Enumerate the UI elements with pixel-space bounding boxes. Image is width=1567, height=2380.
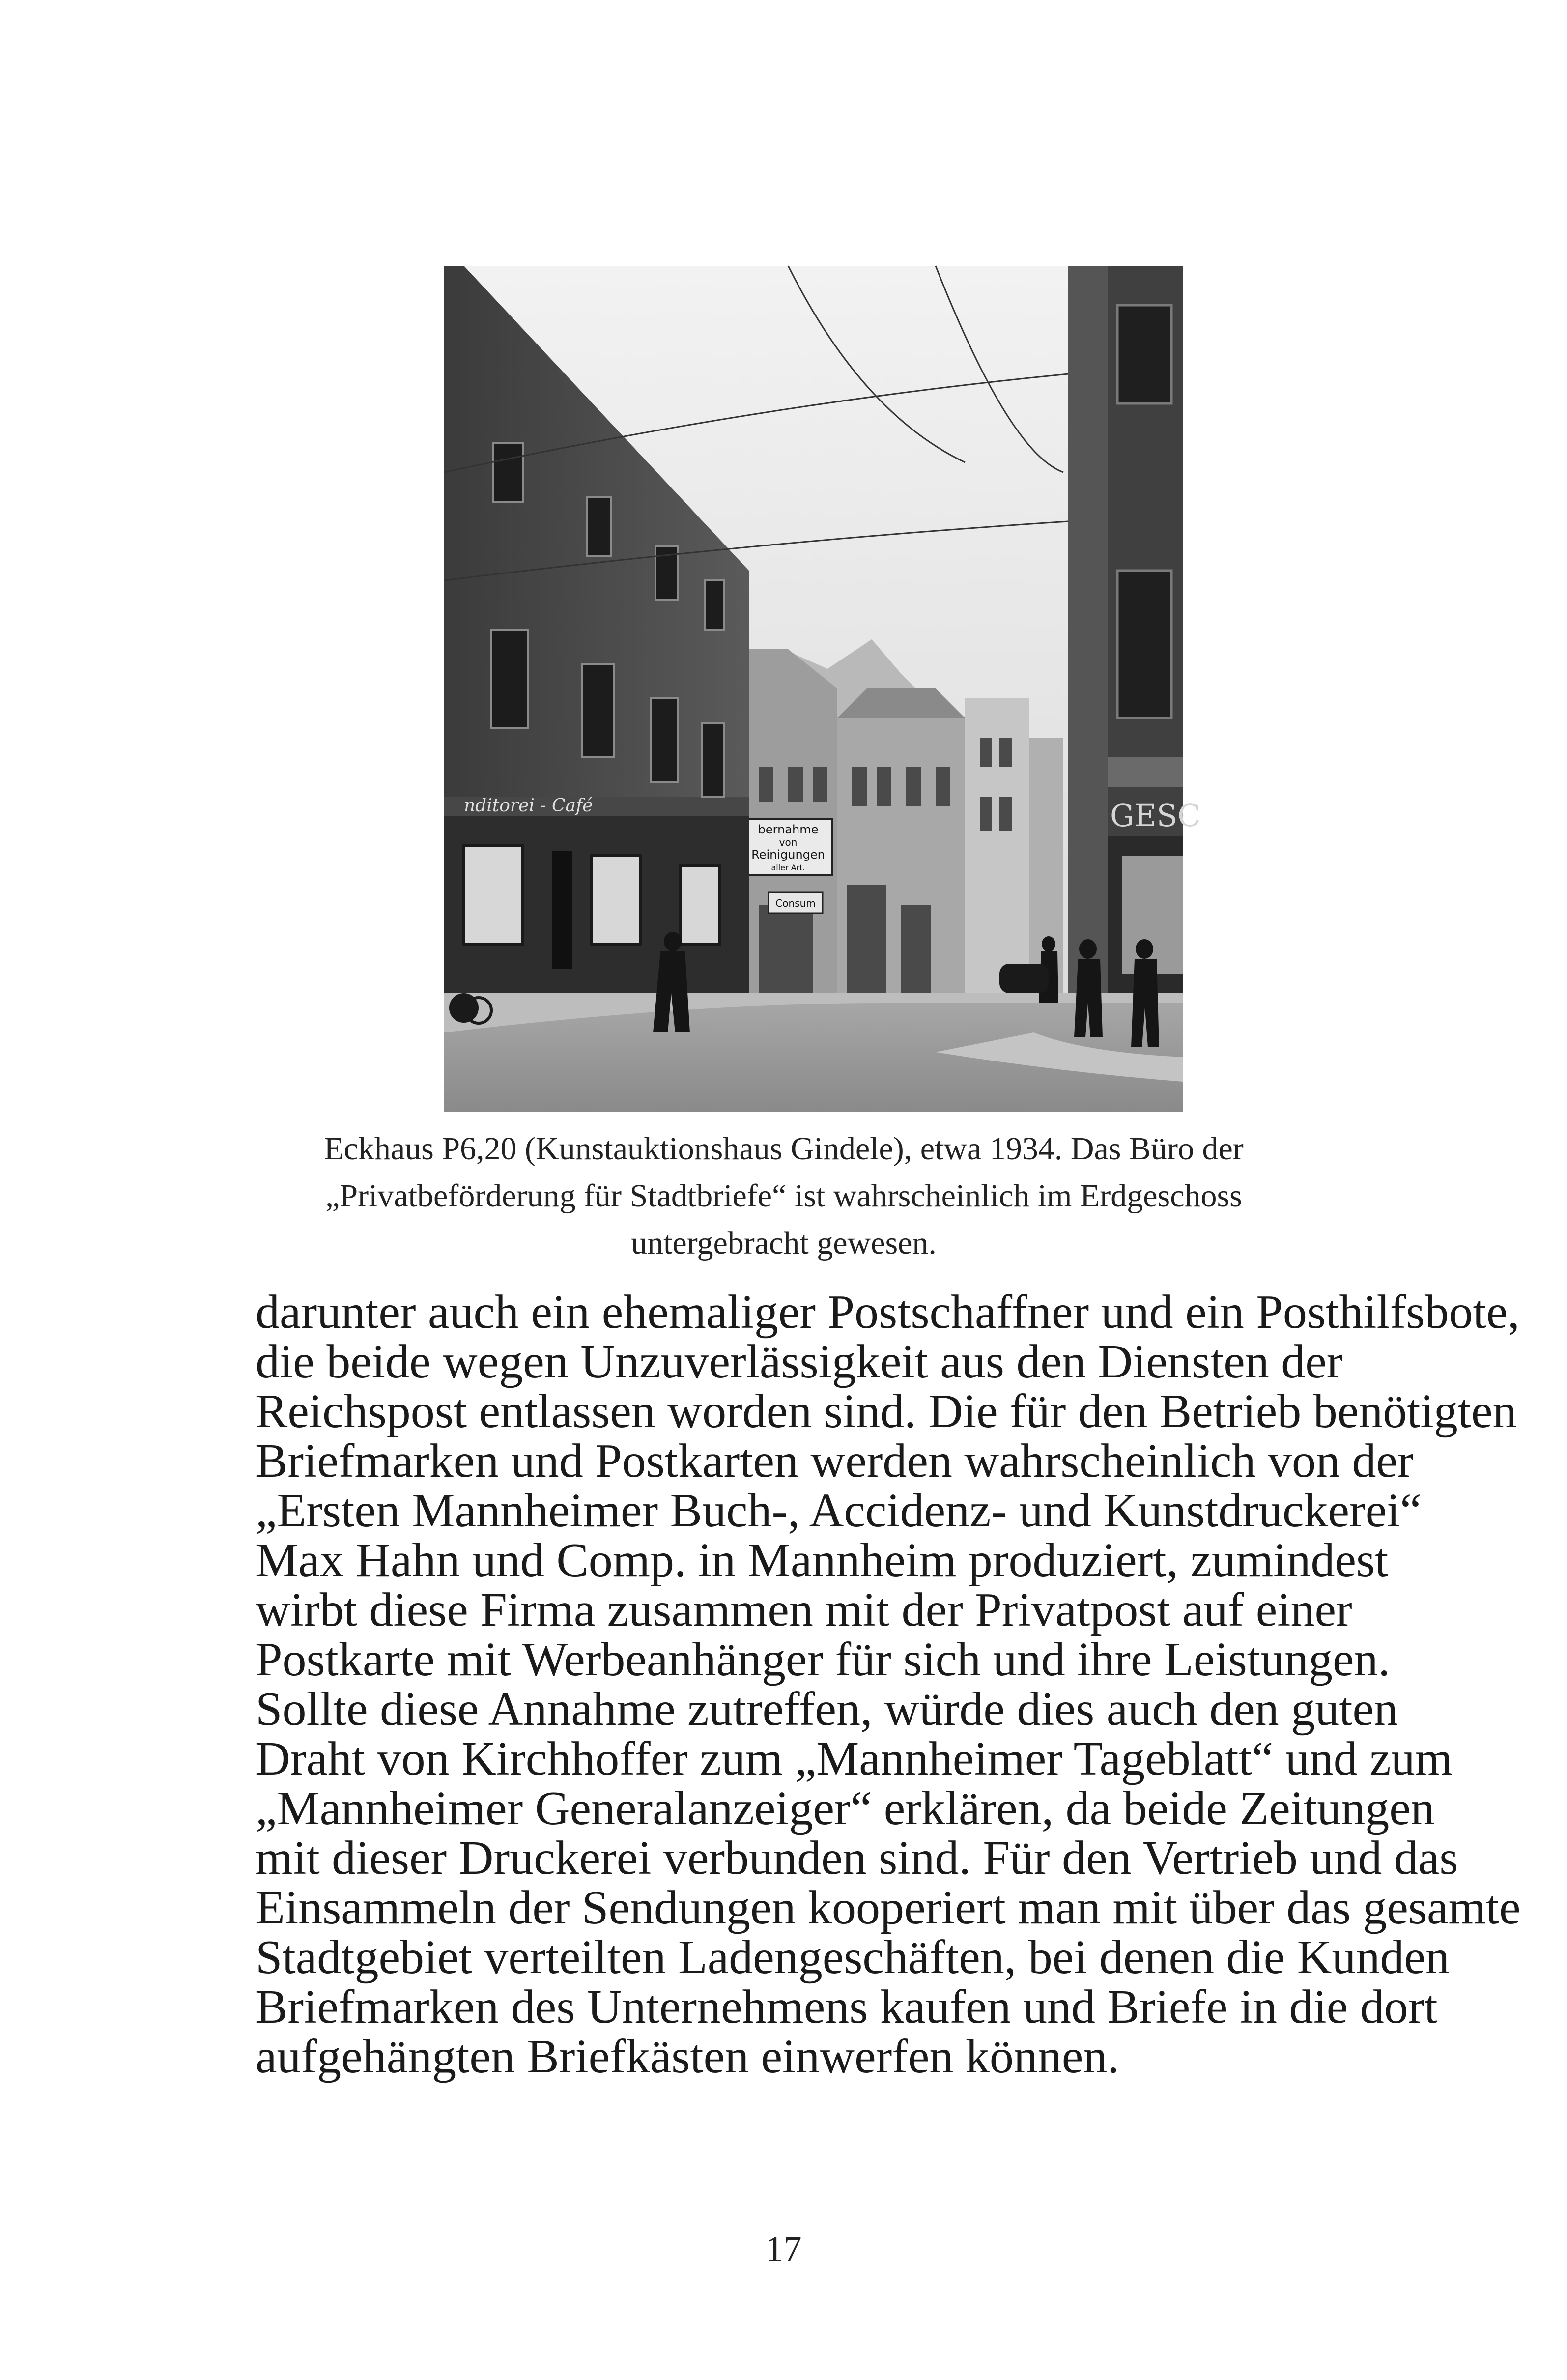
body-line: wirbt diese Firma zusammen mit der Privatpost auf einer — [256, 1583, 1352, 1636]
body-line: Draht von Kirchhoffer zum „Mannheimer Tageblatt“ und zum — [256, 1732, 1453, 1785]
body-line: Sollte diese Annahme zutreffen, würde dies auch den guten — [256, 1683, 1398, 1736]
caption-line: Eckhaus P6,20 (Kunstauktionshaus Gindele), etwa 1934. Das Büro der — [324, 1131, 1244, 1167]
sign-takeover-line1: bernahme — [758, 823, 819, 836]
body-line: „Ersten Mannheimer Buch-, Accidenz- und Kunstdruckerei“ — [256, 1484, 1422, 1537]
body-line: Briefmarken des Unternehmens kaufen und Briefe in die dort — [256, 1980, 1438, 2034]
body-line: aufgehängten Briefkästen einwerfen können. — [256, 2030, 1119, 2083]
caption-line: „Privatbeförderung für Stadtbriefe“ ist wahrscheinlich im Erdgeschoss — [325, 1178, 1242, 1214]
body-line: Postkarte mit Werbeanhänger für sich und ihre Leistungen. — [256, 1633, 1390, 1686]
street-photo — [444, 266, 1201, 1112]
body-line: Briefmarken und Postkarten werden wahrscheinlich von der — [256, 1434, 1414, 1488]
sign-shop: Consum — [775, 897, 816, 909]
caption-line: untergebracht gewesen. — [631, 1225, 937, 1261]
body-paragraph — [256, 1286, 1521, 2083]
body-line: Max Hahn und Comp. in Mannheim produziert, zumindest — [256, 1534, 1389, 1587]
body-line: Stadtgebiet verteilten Ladengeschäften, bei denen die Kunden — [256, 1931, 1450, 1984]
body-line: darunter auch ein ehemaliger Postschaffner und ein Posthilfsbote, — [256, 1286, 1520, 1339]
sign-takeover-line2: von — [779, 836, 798, 848]
body-line: Reichspost entlassen worden sind. Die für den Betrieb benötigten — [256, 1385, 1517, 1438]
sign-takeover-line4: aller Art. — [771, 863, 805, 872]
sign-takeover-line3: Reinigungen — [751, 848, 825, 861]
body-line: die beide wegen Unzuverlässigkeit aus den Diensten der — [256, 1335, 1343, 1388]
street-photo-image — [444, 266, 1201, 1112]
body-line: „Mannheimer Generalanzeiger“ erklären, da beide Zeitungen — [256, 1782, 1435, 1835]
photo-caption — [275, 1125, 1292, 1267]
sign-corner: GESC — [1110, 798, 1201, 833]
body-line: mit dieser Druckerei verbunden sind. Für den Vertrieb und das — [256, 1832, 1458, 1885]
sign-cafe: nditorei - Café — [464, 796, 593, 816]
page-number: 17 — [765, 2229, 802, 2269]
body-line: Einsammeln der Sendungen kooperiert man mit über das gesamte — [256, 1881, 1521, 1934]
